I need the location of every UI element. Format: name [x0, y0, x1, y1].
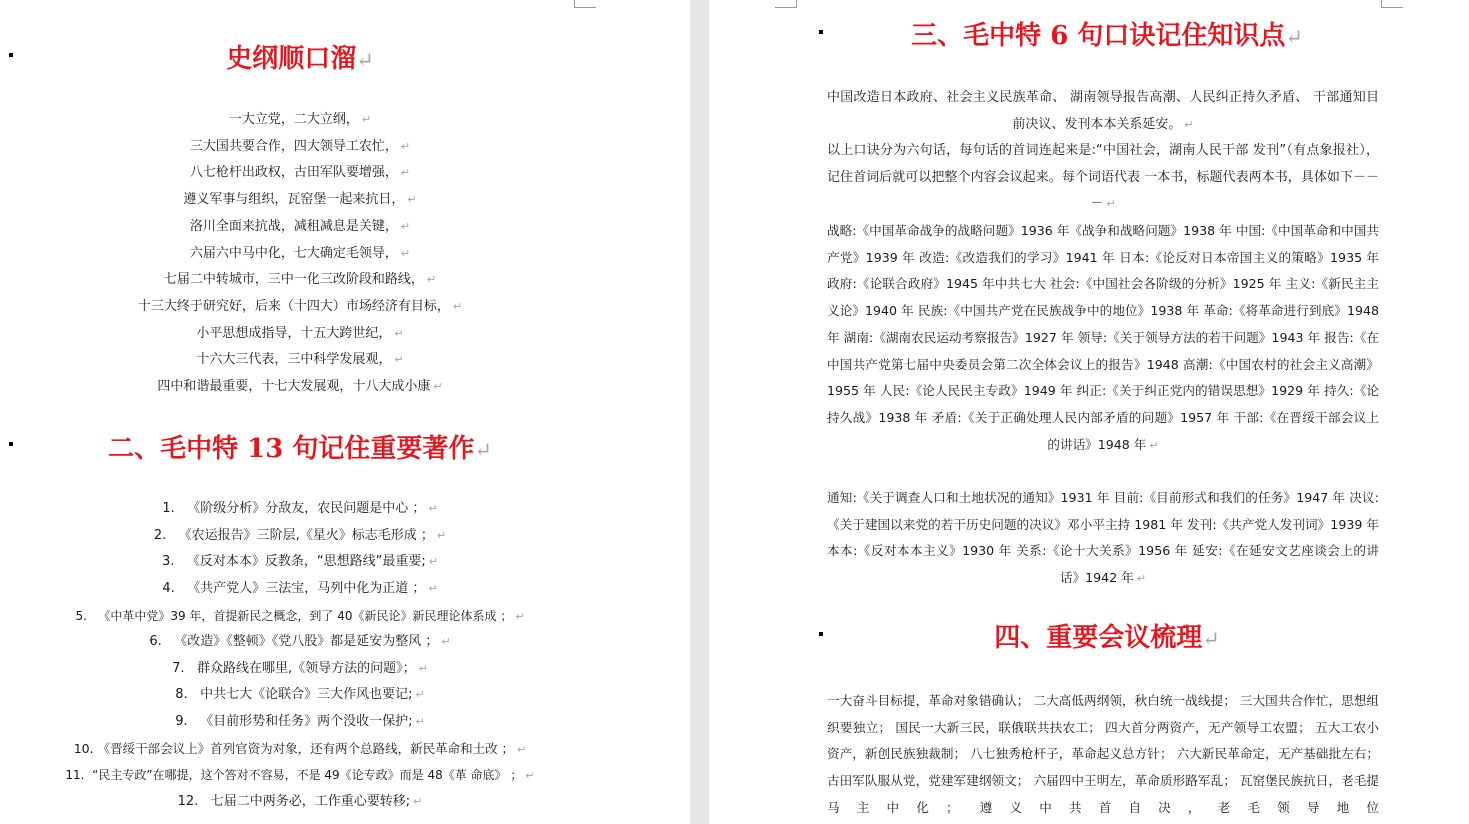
list-item: 11. “民主专政”在哪提，这个答对不容易，不是 49《论专政》而是 48《革 命底》 ； ↵ — [65, 768, 535, 782]
list-item: 2. 《农运报告》三阶层,《星火》标志毛形成 ； ↵ — [153, 528, 447, 543]
section3-works-paragraph: 通知:《关于调查人口和土地状况的通知》1931 年 目前:《目前形式和我们的任务》1947 年 决议:《关于建国以来党的若干历史问题的决议》邓小平主持 1981 年 发刊:《共产党人发刊词》1939 年 本本:《反对本本主义》1930 年 关系:《论十大关系》1956 年 延安:《在延安文艺座谈会上的讲话》1942 年 ↵ — [827, 490, 1379, 586]
document-page-right — [709, 0, 1469, 824]
poem-line: 洛川全面来抗战，减租减息是关键， ↵ — [189, 219, 411, 234]
list-item: 7. 群众路线在哪里,《领导方法的问题》； ↵ — [172, 661, 428, 676]
poem-line: 遵义军事与组织，瓦窑堡一起来抗日， ↵ — [183, 192, 417, 207]
heading-bullet-marker — [819, 30, 823, 34]
section3-paragraph: 以上口诀分为六句话，每句话的首词连起来是:“中国社会，湖南人民干部 发刊”（有点象报社），记住首词后就可以把整个内容会议起来。每个词语代表 一本书，标题代表两本书，具体如下－－－ ↵ — [827, 143, 1379, 212]
list-item: 3. 《反对本本》反教条，“思想路线”最重要; ↵ — [162, 554, 438, 569]
poem-line: 八七枪杆出政权，古田军队要增强， ↵ — [189, 165, 411, 180]
poem-line: 六届六中马中化，七大确定毛领导， ↵ — [189, 246, 411, 261]
section3-title: 三、毛中特 6 句口诀记住知识点↵ — [911, 21, 1303, 51]
list-item: 9. 《目前形势和任务》两个没收一保护; ↵ — [175, 714, 425, 729]
section2-title: 二、毛中特 13 句记住重要著作↵ — [108, 434, 492, 464]
document-page-left — [0, 0, 690, 824]
section1-title: 史纲顺口溜↵ — [226, 44, 374, 74]
list-item: 1. 《阶级分析》分敌友，农民问题是中心 ； ↵ — [162, 501, 438, 516]
list-item: 12. 七届二中两务必，工作重心要转移; ↵ — [177, 794, 423, 809]
poem-line: 十三大终于研究好，后来（十四大）市场经济有目标， ↵ — [137, 299, 463, 314]
poem-line: 小平思想成指导，十五大跨世纪， ↵ — [196, 326, 404, 341]
list-item: 10. 《晋绥干部会议上》首列官资为对象，还有两个总路线，新民革命和土改 ； ↵ — [73, 741, 527, 756]
crop-mark — [775, 7, 797, 8]
poem-line: 一大立党，二大立纲， ↵ — [228, 112, 372, 127]
poem-line: 十六大三代表，三中科学发展观， ↵ — [196, 352, 404, 367]
crop-mark — [1381, 7, 1403, 8]
list-item: 8. 中共七大《论联合》三大作风也要记; ↵ — [175, 687, 425, 702]
poem-line: 七届二中转城市，三中一化三改阶段和路线， ↵ — [163, 272, 437, 287]
list-item: 5. 《中革中党》39 年，首提新民之概念，到了 40《新民论》新民理论体系成 ； ↵ — [75, 609, 525, 623]
crop-mark — [574, 7, 596, 8]
section4-title: 四、重要会议梳理↵ — [994, 623, 1220, 653]
section4-paragraph: 一大奋斗目标提，革命对象错确认； 二大高低两纲领，秋白统一战线提； 三大国共合作忙，思想组织要独立； 国民一大新三民，联俄联共扶农工； 四大首分两资产，无产领导工农盟； 五大工农小资产，新创民族独裁制； 八七独秀枪杆子，革命起义总方针； 六大新民革命定，无产基础批左右； 古田军队服从党，党建军建纲领文； 六届四中王明左，革命质形路军乱； 瓦窑堡民族抗日，老毛提马主中化； 遵义中共首自决，老毛领导地位 — [827, 693, 1379, 815]
section3-works-paragraph: 战略:《中国革命战争的战略问题》1936 年《战争和战略问题》1938 年 中国:《中国革命和中国共产党》1939 年 改造:《改造我们的学习》1941 年 日本:《论反对日本帝国主义的策略》1935 年 政府:《论联合政府》1945 年中共七大 社会:《中国社会各阶级的分析》1925 年 主义:《新民主主义论》1940 年 民族:《中国共产党在民族战争中的地位》1938 年 革命:《将革命进行到底》1948 年 湖南:《湖南农民运动考察报告》1927 年 领导:《关于领导方法的若干问题》1943 年 报告:《在中国共产党第七届中央委员会第二次全体会议上的报告》1948 高潮:《中国农村的社会主义高潮》1955 年 人民:《论人民民主专政》1949 年 纠正:《关于纠正党内的错误思想》1929 年 持久:《论持久战》1938 年 矛盾:《关于正确处理人民内部矛盾的问题》1957 年 干部:《在晋绥干部会议上的讲话》1948 年 ↵ — [827, 223, 1379, 452]
heading-bullet-marker — [819, 632, 823, 636]
poem-line: 四中和谐最重要，十七大发展观，十八大成小康 ↵ — [157, 379, 443, 394]
list-item: 4. 《共产党人》三法宝，马列中化为正道 ； ↵ — [162, 581, 438, 596]
section3-paragraph: 中国改造日本政府、社会主义民族革命、 湖南领导报告高潮、人民纠正持久矛盾、 干部通知目前决议、发刊本本关系延安。 ↵ — [827, 90, 1379, 132]
poem-line: 三大国共要合作，四大领导工农忙， ↵ — [189, 139, 411, 154]
list-item: 6. 《改造》《整顿》《党八股》都是延安为整风 ； ↵ — [149, 634, 451, 649]
